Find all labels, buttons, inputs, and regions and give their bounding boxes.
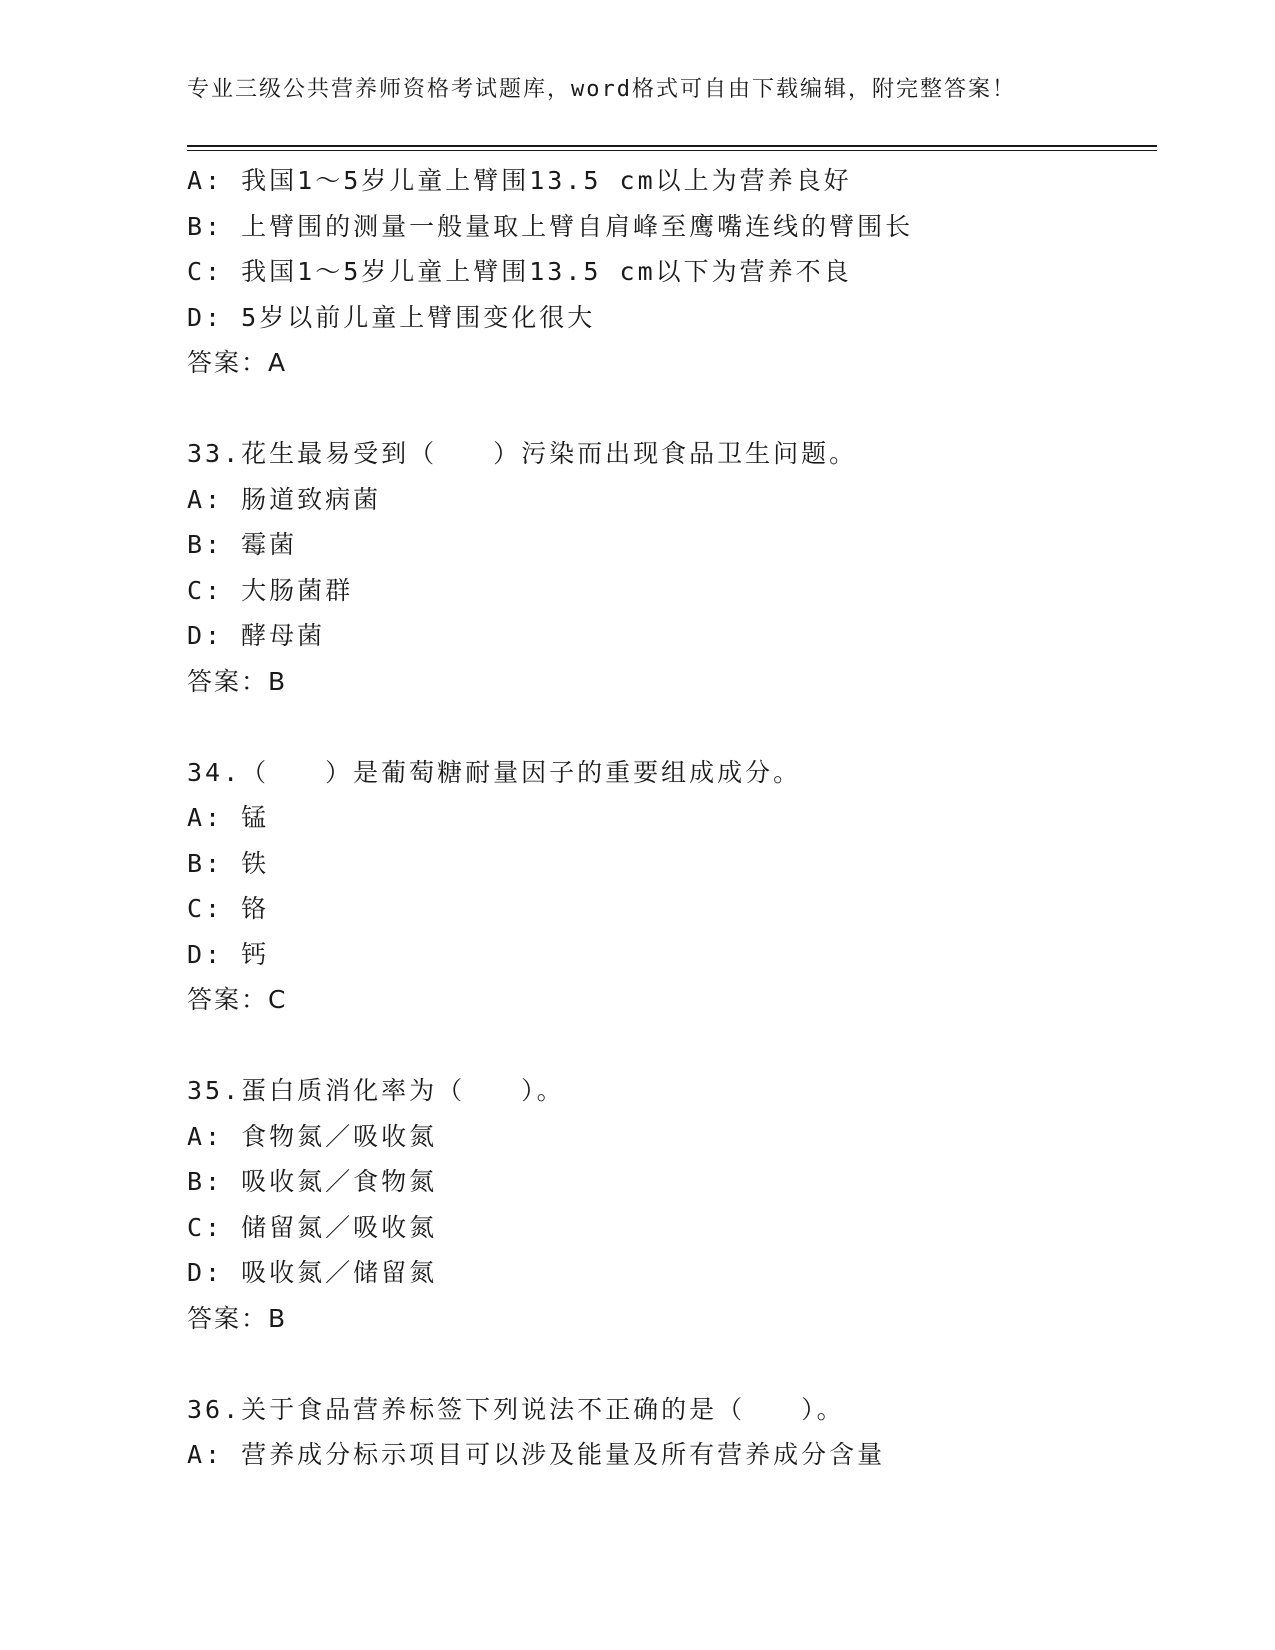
option-b: B: 上臂围的测量一般量取上臂自肩峰至鹰嘴连线的臂围长	[187, 211, 914, 241]
option-d: D: 5岁以前儿童上臂围变化很大	[187, 302, 596, 332]
question-block	[187, 158, 1157, 386]
question-list	[187, 158, 1157, 1478]
answer-line: 答案：C	[187, 985, 288, 1014]
option-c: C: 铬	[187, 894, 270, 923]
option-b: B: 吸收氮／食物氮	[187, 1167, 438, 1196]
spacer	[187, 1023, 1157, 1069]
question-block	[187, 1387, 1157, 1478]
question-block	[187, 1068, 1157, 1341]
option-a: A: 营养成分标示项目可以涉及能量及所有营养成分含量	[187, 1440, 886, 1469]
option-d: D: 钙	[187, 939, 270, 969]
question-stem: 35.蛋白质消化率为（ ）。	[187, 1076, 565, 1105]
option-c: C: 大肠菌群	[187, 575, 354, 605]
question-stem: 33.花生最易受到（ ）污染而出现食品卫生问题。	[187, 439, 858, 468]
question-block	[187, 431, 1157, 704]
option-a: A: 肠道致病菌	[187, 484, 382, 514]
option-b: B: 铁	[187, 848, 270, 878]
question-block	[187, 750, 1157, 1023]
option-d: D: 酵母菌	[187, 621, 326, 650]
option-a: A: 我国1～5岁儿童上臂围13.5 cm以上为营养良好	[187, 166, 852, 195]
question-stem: 36.关于食品营养标签下列说法不正确的是（ ）。	[187, 1394, 845, 1424]
spacer	[187, 1341, 1157, 1387]
question-stem: 34.（ ）是葡萄糖耐量因子的重要组成成分。	[187, 757, 802, 787]
option-a: A: 锰	[187, 803, 270, 832]
spacer	[187, 704, 1157, 750]
answer-line: 答案：B	[187, 1303, 288, 1333]
answer-line: 答案：B	[187, 666, 288, 696]
page-header: 专业三级公共营养师资格考试题库，word格式可自由下载编辑，附完整答案！	[187, 77, 1016, 102]
option-d: D: 吸收氮／储留氮	[187, 1258, 438, 1287]
option-a: A: 食物氮／吸收氮	[187, 1121, 438, 1151]
spacer	[187, 386, 1157, 432]
header-rule	[187, 145, 1157, 151]
answer-line: 答案：A	[187, 348, 288, 377]
option-c: C: 我国1～5岁儿童上臂围13.5 cm以下为营养不良	[187, 257, 852, 286]
option-b: B: 霉菌	[187, 530, 298, 559]
option-c: C: 储留氮／吸收氮	[187, 1212, 438, 1242]
